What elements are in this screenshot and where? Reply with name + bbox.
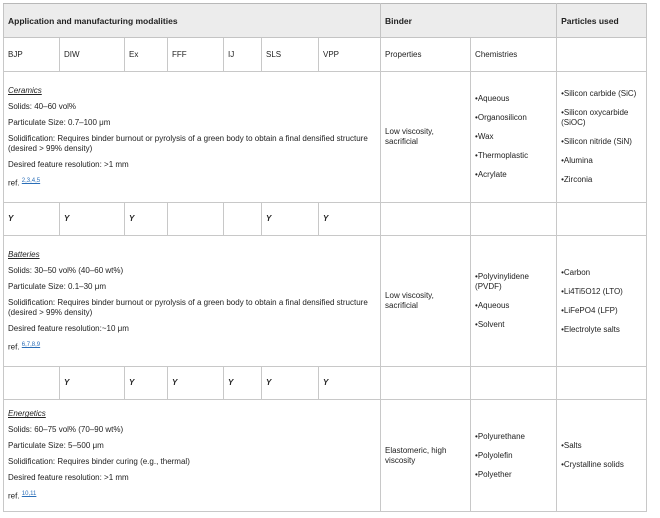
section-title: Batteries xyxy=(8,249,40,259)
empty-cell xyxy=(471,203,557,236)
list-item: •Silicon oxycarbide (SiOC) xyxy=(561,108,629,127)
particles-list xyxy=(557,72,647,203)
subheader-properties: Properties xyxy=(381,38,471,72)
modality-bjp: BJP xyxy=(4,38,60,72)
list-item: •Salts xyxy=(561,441,582,450)
list-item: •Solvent xyxy=(475,320,505,329)
mark-bjp xyxy=(4,367,60,400)
list-item: •Zirconia xyxy=(561,175,593,184)
particles-list xyxy=(557,400,647,512)
list-item: •Silicon nitride (SiN) xyxy=(561,137,632,146)
energetics-description xyxy=(4,400,381,512)
modality-ij: IJ xyxy=(224,38,262,72)
ceramics-description xyxy=(4,72,381,203)
list-item: •Polyether xyxy=(475,469,512,479)
ref-label: ref. xyxy=(8,178,20,188)
list-item: •Wax xyxy=(475,132,494,141)
solidification-text: Solidification: Requires binder burnout or pyrolysis of a green body to obtain a final densified structure (desired > 99% density) xyxy=(8,297,368,317)
ref-link[interactable]: 2,3,4,5 xyxy=(21,177,41,184)
empty-cell xyxy=(381,367,471,400)
particulate-text: Particulate Size: 0.7–100 μm xyxy=(8,117,111,127)
section-title: Ceramics xyxy=(8,85,42,95)
section-title: Energetics xyxy=(8,409,46,419)
list-item: •Aqueous xyxy=(475,94,510,103)
modality-sls: SLS xyxy=(262,38,319,72)
mark-ij: Y xyxy=(224,367,262,400)
ref-label: ref. xyxy=(8,342,20,352)
list-item: •Polyurethane xyxy=(475,431,525,441)
solidification-text: Solidification: Requires binder curing (e.g., thermal) xyxy=(8,457,190,467)
list-item: •Polyolefin xyxy=(475,450,513,460)
mark-diw: Y xyxy=(60,367,125,400)
modality-diw: DIW xyxy=(60,38,125,72)
header-binder: Binder xyxy=(381,4,557,38)
resolution-text: Desired feature resolution: >1 mm xyxy=(8,159,129,169)
mark-ex: Y xyxy=(125,203,168,236)
solidification-text: Solidification: Requires binder burnout or pyrolysis of a green body to obtain a final densified structure (desired > 99% density) xyxy=(8,133,368,153)
list-item: •Crystalline solids xyxy=(561,460,624,469)
empty-cell xyxy=(557,203,647,236)
chemistries-list xyxy=(471,236,557,367)
header-particles: Particles used xyxy=(557,4,647,38)
resolution-text: Desired feature resolution:~10 μm xyxy=(8,323,129,333)
empty-cell xyxy=(557,367,647,400)
resolution-text: Desired feature resolution: >1 mm xyxy=(8,473,129,483)
mark-ex: Y xyxy=(125,367,168,400)
empty-cell xyxy=(381,203,471,236)
mark-vpp: Y xyxy=(319,367,381,400)
list-item: •Li4Ti5O12 (LTO) xyxy=(561,286,623,296)
ref-label: ref. xyxy=(8,491,20,501)
mark-bjp: Y xyxy=(4,203,60,236)
particulate-text: Particulate Size: 0.1–30 μm xyxy=(8,281,106,291)
list-item: •Alumina xyxy=(561,156,593,165)
mark-sls: Y xyxy=(262,367,319,400)
list-item: •Silicon carbide (SiC) xyxy=(561,89,637,98)
mark-fff: Y xyxy=(168,367,224,400)
list-item: •Carbon xyxy=(561,267,591,277)
binder-properties: Elastomeric, high viscosity xyxy=(381,400,471,512)
ref-link[interactable]: 6,7,8,9 xyxy=(21,341,41,348)
particles-list xyxy=(557,236,647,367)
list-item: •LiFePO4 (LFP) xyxy=(561,305,618,315)
modalities-table xyxy=(3,3,647,512)
list-item: •Organosilicon xyxy=(475,113,527,122)
mark-fff xyxy=(168,203,224,236)
mark-diw: Y xyxy=(60,203,125,236)
subheader-particles-blank xyxy=(557,38,647,72)
list-item: •Thermoplastic xyxy=(475,151,529,160)
modality-fff: FFF xyxy=(168,38,224,72)
list-item: •Acrylate xyxy=(475,170,507,179)
chemistries-list xyxy=(471,72,557,203)
empty-cell xyxy=(471,367,557,400)
list-item: •Electrolyte salts xyxy=(561,324,620,334)
binder-properties: Low viscosity, sacrificial xyxy=(381,72,471,203)
chemistries-list xyxy=(471,400,557,512)
modality-vpp: VPP xyxy=(319,38,381,72)
list-item: •Polyvinylidene (PVDF) xyxy=(475,272,529,291)
modality-ex: Ex xyxy=(125,38,168,72)
mark-ij xyxy=(224,203,262,236)
particulate-text: Particulate Size: 5–500 μm xyxy=(8,441,104,451)
solids-text: Solids: 60–75 vol% (70–90 wt%) xyxy=(8,425,124,435)
batteries-description xyxy=(4,236,381,367)
header-application: Application and manufacturing modalities xyxy=(4,4,381,38)
solids-text: Solids: 40–60 vol% xyxy=(8,101,77,111)
mark-vpp: Y xyxy=(319,203,381,236)
solids-text: Solids: 30–50 vol% (40–60 wt%) xyxy=(8,265,124,275)
mark-sls: Y xyxy=(262,203,319,236)
subheader-chemistries: Chemistries xyxy=(471,38,557,72)
binder-properties: Low viscosity, sacrificial xyxy=(381,236,471,367)
list-item: •Aqueous xyxy=(475,301,510,310)
ref-link[interactable]: 10,11 xyxy=(21,491,37,498)
